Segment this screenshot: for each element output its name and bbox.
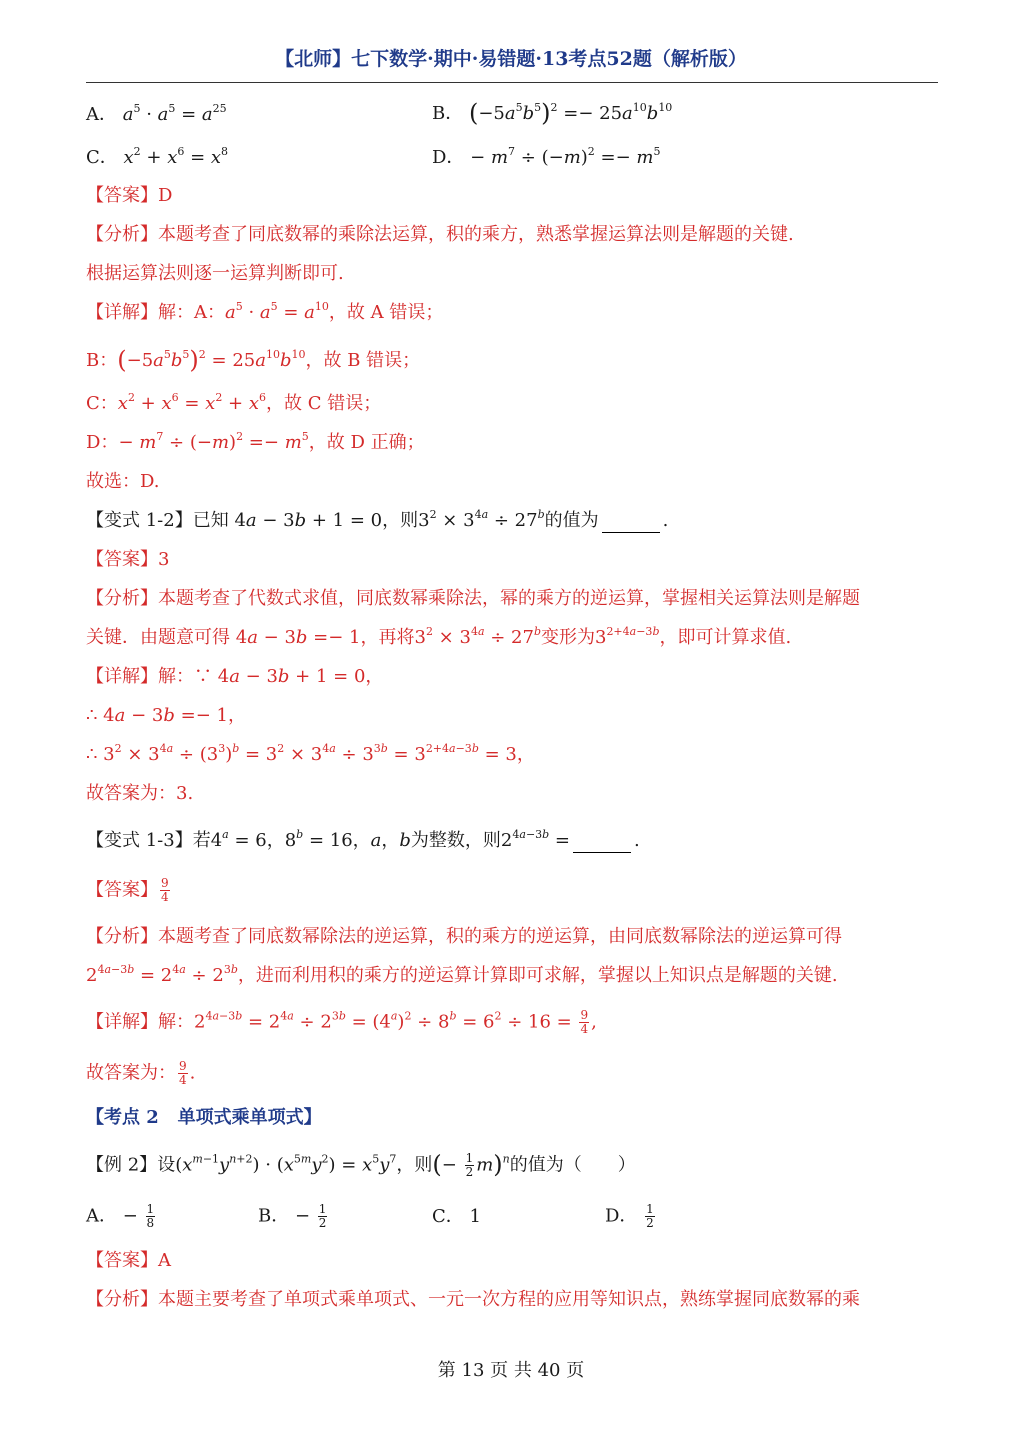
option-label: B． [432, 103, 464, 124]
page-header: 【北师】七下数学·期中·易错题·13考点52题（解析版） [275, 48, 747, 70]
ex2-option-b: B． − $\frac{1}{2}$ [258, 1202, 327, 1230]
option-c: C． $x^2 + x^6 = x^8$ [86, 145, 229, 168]
ex2-analysis: 【分析】本题主要考查了单项式乘单项式、一元一次方程的应用等知识点，熟练掌握同底数幂的乘 [86, 1289, 860, 1310]
answer-blank [602, 514, 660, 533]
option-label: C． [86, 147, 118, 168]
q1-detail: 【详解】解：A：$a^5 \cdot a^5 = a^{10}$，故 A 错误； [86, 300, 444, 323]
q1-detail-b: B：$(-5a^5b^5)^2 = 25a^{10}b^{10}$，故 B 错误； [86, 346, 421, 374]
q2-step-2: ∴ $3^2 \times 3^{4a} \div (3^3)^b = 3^2 \times 3^{4a} \div 3^{3b} = 3^{2+4a-3b} = 3$， [86, 742, 535, 765]
ex2-answer: 【答案】A [86, 1250, 171, 1271]
q2-answer: 【答案】3 [86, 549, 170, 570]
q3-analysis: 【分析】本题考查了同底数幂除法的逆运算，积的乘方的逆运算，由同底数幂除法的逆运算可得 [86, 926, 842, 947]
option-b: B． $(-5a^5b^5)^2 =- 25a^{10}b^{10}$ [432, 99, 673, 127]
option-a: A． $a^5 \cdot a^5 = a^{25}$ [86, 102, 227, 125]
q2-step-1: ∴ 4a − 3b =− 1， [86, 705, 246, 726]
header-rule [86, 82, 938, 83]
q2-detail: 【详解】解：∵ 4a − 3b + 1 = 0， [86, 666, 384, 687]
section-heading: 【考点 2 单项式乘单项式】 [86, 1107, 322, 1128]
ex2-stem: 【例 2】设$(x^{m-1}y^{n+2}) \cdot (x^{5m}y^2) = x^5y^7$，则(− $\frac{1}{2}$ m)$^n$的值为（ ） [86, 1150, 636, 1179]
q1-analysis-2: 根据运算法则逐一运算判断即可. [86, 263, 344, 284]
q2-analysis: 【分析】本题考查了代数式求值，同底数幂乘除法，幂的乘方的逆运算，掌握相关运算法则是解题 [86, 588, 860, 609]
q3-answer: 【答案】 $\frac{9}{4}$ [86, 876, 169, 904]
q3-detail: 【详解】解：$2^{4a-3b} = 2^{4a} \div 2^{3b} = (4^a)^2 \div 8^b = 6^2 \div 16$ = $\frac{9}{4}$ , [86, 1008, 597, 1036]
q2-conclusion: 故答案为：3. [86, 783, 194, 804]
ex2-option-a: A． − $\frac{1}{8}$ [86, 1202, 155, 1230]
ex2-option-d: D． $\frac{1}{2}$ [605, 1202, 654, 1230]
q1-conclusion: 故选：D. [86, 471, 160, 492]
q1-answer: 【答案】D [86, 185, 173, 206]
q1-analysis: 【分析】本题考查了同底数幂的乘除法运算，积的乘方，熟悉掌握运算法则是解题的关键. [86, 224, 794, 245]
q1-detail-d: D：− $m^7 \div (-m)^2 =- m^5$，故 D 正确； [86, 430, 425, 453]
q3-conclusion: 故答案为： $\frac{9}{4}$ . [86, 1059, 196, 1087]
answer-blank [573, 834, 631, 853]
ex2-option-c: C． 1 [432, 1206, 481, 1227]
q3-analysis-2: $2^{4a-3b} = 2^{4a} \div 2^{3b}$，进而利用积的乘方的逆运算计算即可求解，掌握以上知识点是解题的关键. [86, 963, 838, 986]
option-label: D． [432, 147, 465, 168]
q3-stem: 【变式 1-3】若$4^a = 6$，$8^b = 16$，a，b为整数，则$2^{4a-3b}$ = . [86, 828, 640, 851]
option-label: A． [86, 104, 117, 125]
q1-detail-c: C：$x^2 + x^6 = x^2 + x^6$，故 C 错误； [86, 391, 382, 414]
q2-analysis-2: 关键．由题意可得 4a − 3b =− 1，再将$3^2 \times 3^{4a} \div 27^b$变形为$3^{2+4a-3b}$，即可计算求值. [86, 625, 792, 648]
option-d: D． − $m^7 \div (-m)^2 =- m^5$ [432, 145, 661, 168]
page-number: 第 13 页 共 40 页 [437, 1360, 585, 1381]
q2-stem: 【变式 1-2】已知 4a − 3b + 1 = 0，则$3^2 \times 3^{4a} \div 27^b$的值为 . [86, 508, 669, 531]
